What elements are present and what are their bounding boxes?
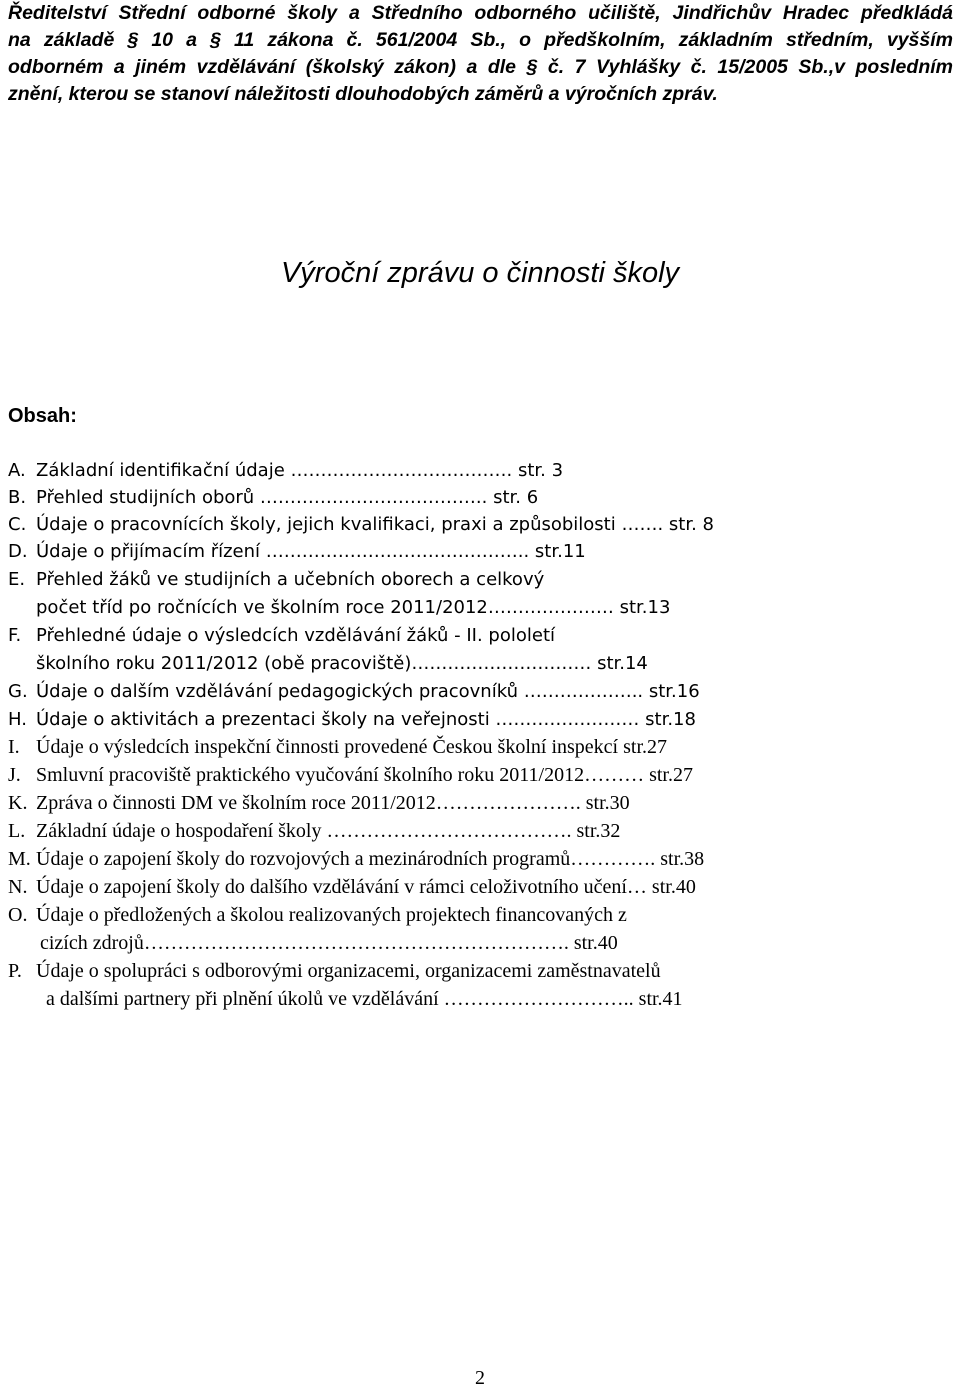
toc-text: Údaje o spolupráci s odborovými organizacemi, organizacemi zaměstnavatelů <box>36 960 661 982</box>
intro-line: znění, kterou se stanoví náležitosti dlouhodobých záměrů a výročních zpráv. <box>8 83 718 105</box>
toc-letter: L. <box>8 820 26 842</box>
toc-text: Údaje o předložených a školou realizovaných projektech financovaných z <box>36 904 627 926</box>
intro-line: Ředitelství Střední odborné školy a Středního odborného učiliště, Jindřichův Hradec předkládá <box>8 2 953 24</box>
toc-letter: F. <box>8 625 22 646</box>
toc-letter: P. <box>8 960 22 982</box>
toc-text: Údaje o přijímacím řízení …………………………………….. str.11 <box>36 541 586 562</box>
toc-entry-n <box>8 874 696 901</box>
toc-entry-c <box>8 511 714 538</box>
toc-entry-e <box>8 566 544 593</box>
toc-letter: I. <box>8 736 20 758</box>
toc-text: Základní údaje o hospodaření školy ………………………………. str.32 <box>36 820 621 842</box>
toc-text: Údaje o aktivitách a prezentaci školy na veřejnosti …………………… str.18 <box>36 709 696 730</box>
toc-letter: A. <box>8 460 26 481</box>
toc-text: Přehled žáků ve studijních a učebních oborech a celkový <box>36 569 545 590</box>
toc-letter: M. <box>8 848 31 870</box>
toc-entry-e-continued <box>8 594 670 621</box>
document-title: Výroční zprávu o činnosti školy <box>280 257 680 289</box>
toc-entry-l <box>8 818 620 845</box>
toc-text: Údaje o zapojení školy do dalšího vzdělávání v rámci celoživotního učení… str.40 <box>36 876 696 898</box>
toc-entry-j <box>8 762 693 789</box>
toc-text: Přehled studijních oborů ……………………………….. str. 6 <box>36 487 539 508</box>
toc-letter: E. <box>8 569 26 590</box>
toc-text: Údaje o zapojení školy do rozvojových a mezinárodních programů…………. str.38 <box>36 848 705 870</box>
toc-text: počet tříd po ročnících ve školním roce 2011/2012………………… str.13 <box>36 597 671 618</box>
toc-letter: J. <box>8 764 21 786</box>
toc-entry-p-continued <box>18 986 683 1013</box>
toc-letter: H. <box>8 709 27 730</box>
toc-entry-d <box>8 538 586 565</box>
toc-text: Smluvní pracoviště praktického vyučování školního roku 2011/2012……… str.27 <box>36 764 693 786</box>
toc-entry-o-continued <box>12 930 618 957</box>
toc-entry-p <box>8 958 661 985</box>
toc-text: Základní identifikační údaje ………………………………. str. 3 <box>36 460 564 481</box>
toc-entry-k <box>8 790 630 817</box>
toc-letter: B. <box>8 487 27 508</box>
toc-text: školního roku 2011/2012 (obě pracoviště)………………………… str.14 <box>36 653 648 674</box>
toc-letter: D. <box>8 541 28 562</box>
toc-letter: G. <box>8 681 28 702</box>
toc-text: cizích zdrojů………………………………………………………. str.40 <box>40 932 618 954</box>
toc-entry-h <box>8 706 696 733</box>
toc-letter: K. <box>8 792 28 814</box>
toc-entry-i <box>8 734 667 761</box>
toc-text: Údaje o pracovnících školy, jejich kvalifikaci, praxi a způsobilosti ……. str. 8 <box>36 514 714 535</box>
toc-entry-m <box>8 846 704 873</box>
toc-text: Údaje o dalším vzdělávání pedagogických pracovníků ……………….. str.16 <box>36 681 700 702</box>
toc-heading: Obsah: <box>8 405 77 427</box>
toc-entry-o <box>8 902 627 929</box>
page-number: 2 <box>475 1367 485 1389</box>
toc-letter: O. <box>8 904 28 926</box>
table-of-contents <box>8 0 953 1389</box>
toc-text: Zpráva o činnosti DM ve školním roce 2011/2012…………………. str.30 <box>36 792 630 814</box>
toc-entry-a <box>8 457 563 484</box>
toc-letter: C. <box>8 514 27 535</box>
toc-text: a dalšími partnery při plnění úkolů ve vzdělávání ……………………….. str.41 <box>46 988 683 1010</box>
toc-entry-f-continued <box>8 650 648 677</box>
intro-line: odborném a jiném vzdělávání (školský zákon) a dle § č. 7 Vyhlášky č. 15/2005 Sb.,v posledním <box>8 56 953 78</box>
toc-entry-f <box>8 622 555 649</box>
toc-text: Údaje o výsledcích inspekční činnosti provedené Českou školní inspekcí str.27 <box>36 736 667 758</box>
intro-line: na základě § 10 a § 11 zákona č. 561/2004 Sb., o předškolním, základním středním, vyšším <box>8 29 953 51</box>
toc-text: Přehledné údaje o výsledcích vzdělávání žáků - II. pololetí <box>36 625 556 646</box>
toc-entry-g <box>8 678 700 705</box>
toc-entry-b <box>8 484 538 511</box>
toc-letter: N. <box>8 876 28 898</box>
